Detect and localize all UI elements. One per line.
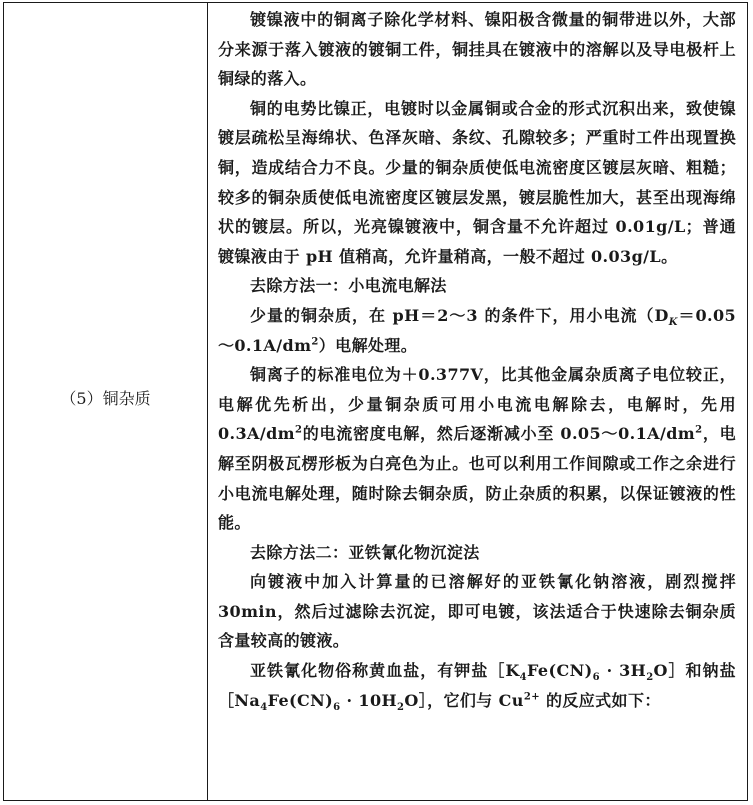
row-label-cell	[4, 3, 208, 800]
paragraph-method-two: 向镀液中加入计算量的已溶解好的亚铁氰化钠溶液，剧烈搅拌 30min，然后过滤除去沉淀，即可电镀，该法适合于快速除去铜杂质含量较高的镀液。	[218, 572, 736, 651]
row-label: （5）铜杂质	[60, 389, 151, 408]
paragraph-method-one-detail: 铜离子的标准电位为＋0.377V，比其他金属杂质离子电位较正，电解优先析出，少量铜杂质可用小电流电解除去，电解时，先用 $0.3A/dm^2$的电流密度电解，然后逐渐减小至 $0.05\sim 0.1A/dm^2$，电解至阴极瓦楞形板为白亮色为止。也可以利用工作间隙或工作之余进行小电流电解处理，随时除去铜杂质，防止杂质的积累，以保证镀液的性能。	[218, 365, 736, 533]
content-table	[3, 2, 748, 801]
paragraph-method-one-intro: 少量的铜杂质，在 pH＝2～3 的条件下，用小电流$(D_K=0.05\sim 0.1A/dm^2)$电解处理。	[218, 305, 737, 355]
paragraph-effects: 铜的电势比镍正，电镀时以金属铜或合金的形式沉积出来，致使镍镀层疏松呈海绵状、色泽灰暗、条纹、孔隙较多；严重时工件出现置换铜，造成结合力不良。少量的铜杂质使低电流密度区镀层灰暗、粗糙；较多的铜杂质使低电流密度区镀层发黑，镀层脆性加大，甚至出现海绵状的镀层。所以，光亮镍镀液中，铜含量不允许超过 0.01g/L；普通镀镍液由于 pH 值稍高，允许量稍高，一般不超过 0.03g/L。	[218, 98, 736, 266]
heading-method-two: 去除方法二：亚铁氰化物沉淀法	[250, 542, 480, 562]
row-content-cell	[208, 3, 747, 800]
heading-method-one: 去除方法一：小电流电解法	[250, 276, 447, 296]
paragraph-ferrocyanide: 亚铁氰化物俗称黄血盐，有钾盐$[K_4Fe(CN)_6$ · $3H_2O]$和钠盐$[Na_4Fe(CN)_6$ · $10H_2O]$，它们与 $Cu^{2+}$ 的反应式如下：	[218, 661, 736, 713]
paragraph-source: 镀镍液中的铜离子除化学材料、镍阳极含微量的铜带进以外，大部分来源于落入镀液的镀铜工件，铜挂具在镀液中的溶解以及导电极杆上铜绿的落入。	[218, 10, 736, 89]
